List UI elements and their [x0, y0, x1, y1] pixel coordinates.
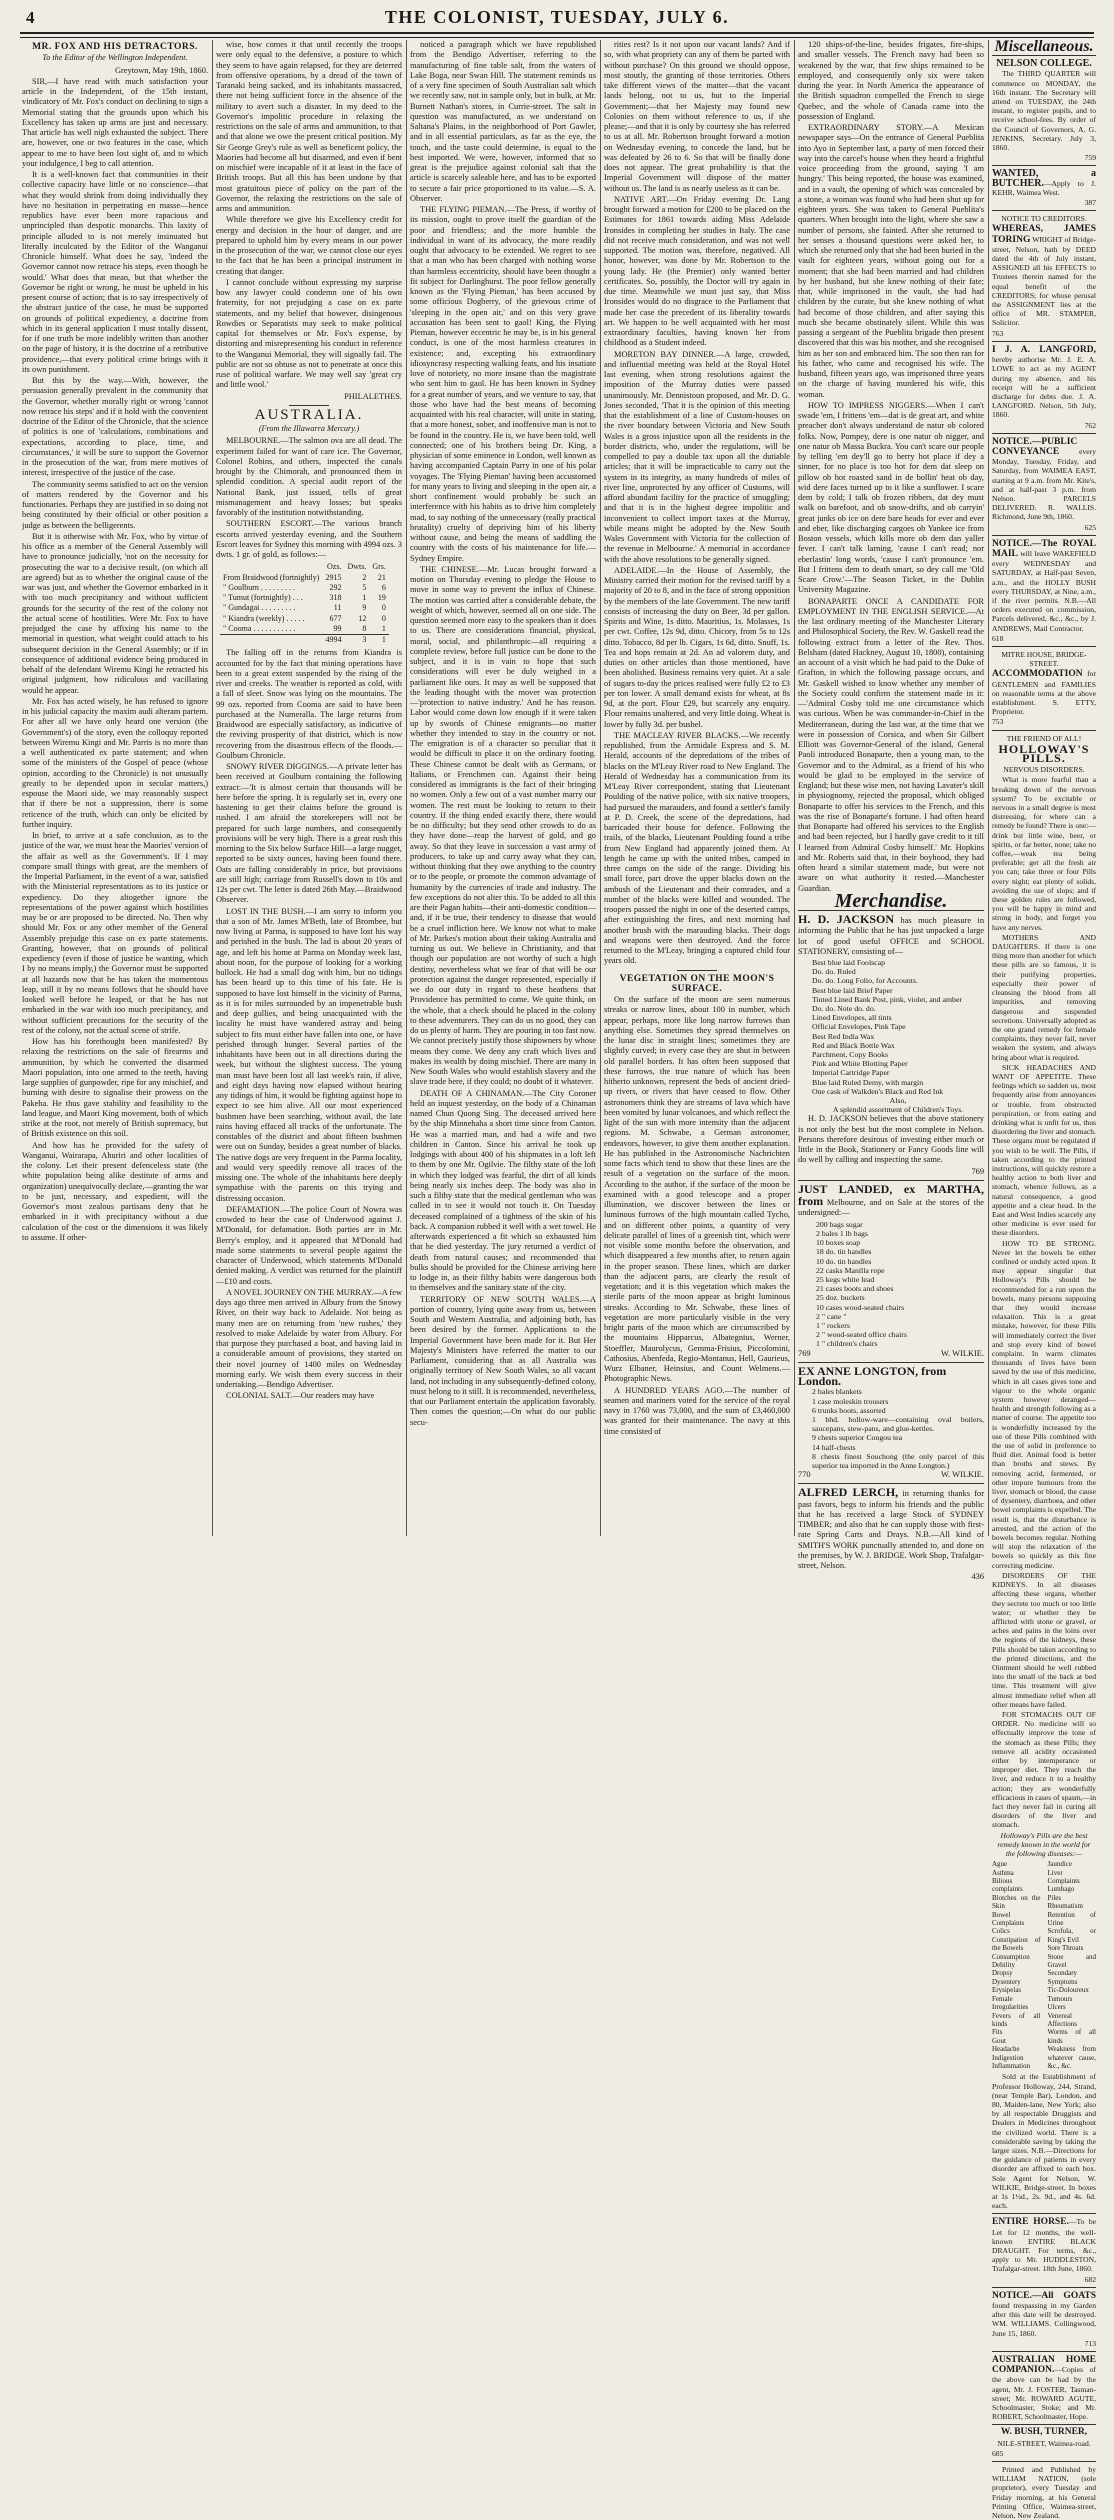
table-cell: 4994 — [325, 635, 342, 644]
list-item: Bilious complaints — [992, 1877, 1023, 1894]
table-row — [220, 603, 389, 613]
list-item: Female Irregularities — [992, 1994, 1029, 2012]
table-cell: 292 — [329, 582, 342, 592]
advertisement-nelson-college — [992, 55, 1096, 162]
list-item: Liver Complaints — [1047, 1868, 1080, 1885]
paragraph: The community seems satisfied to act on the version of matters rendered by the Governor and his functionaries. Perhaps they are justified in so doing not being constituted by their official or other position a judge as between the belligerents. — [22, 479, 208, 530]
paragraph: A NOVEL JOURNEY ON THE MURRAY.—A few days ago three men arrived in Albury from the Snowy River, on their way back to Adelaide. Not being as many men are on returning from 'new rushes,' they resolved to make Adelaide by water from Albury. For that purpose they purchased a boat, and having laid in a considerable amount of provisions, they started on their novel journey of 1400 miles on Wednesday morning early. We wish them every success in their undertaking.—Bendigo Advertiser. — [216, 1287, 402, 1389]
paragraph: FOR STOMACHS OUT OF ORDER. No medicine will so effectually improve the tone of the stomach as these Pills; they remove all acidity occasioned either by intemperance or improper diet. They reach the liver, and reduce it to a healthy action; they are wonderfully efficacious in cases of spasm,—in fact they never fail in curing all disorders of the liver and stomach. — [992, 1709, 1096, 1830]
list-item: 10 do. tin handles — [816, 1256, 872, 1266]
ad-headline: EX ANNE LONGTON, from London. — [798, 1363, 947, 1389]
advertisement-entire-horse — [992, 2213, 1096, 2283]
paragraph: EXTRAORDINARY STORY.—A Mexican newspaper says—On the entrance of General Pueblita into Ayo in September last, a party of men forced their way into the carcel's house when they heard a frightful voice proceeding from the ground, saying 'I am hungry.' This being reported, the house was examined, and in a vault, the opening of which was concealed by a stone, a woman was found who had been shut up for eighteen years. She was taken to General Pueblita's quarters. When brought into the light, where she saw a number of persons, she fainted. After she returned to her senses a thousand questions were asked her, to which she returned only that she had been buried in the vault for eighteen years, without going out for a moment; that she had been married and had children by her husband, but she knew nothing of their fate; that, while imprisoned in the vault, she had had children by the curate, but she knew nothing of what had become of those children, and after saying this much she became obstinately silent. While this was passing a sergeant of the Pueblita brigade then present discovered that this was his mother, and she recognised him as her son and embraced him. The son then ran for his father, who came and recognised his wife. The husband, fifteen years ago, was imprisoned three years on the charge of having murdered his wife, this woman. — [798, 123, 984, 399]
paragraph: Mr. Fox has acted wisely, he has refused to ignore in his judicial capacity the maxim audi alteram partem. For after all we have only heard one version (the Government's) of the story, even the colloquy reported between Wiremu Kingi and Mr. Parris is no more than a well authenticated ex parte statement; and when some of the ministers of the Gospel of peace (whose opinion, according to the Chronicle) is not unusually greatly to be depended upon in secular matters,) espouse the Maori side, we may reasonably suspect that if there be not a suppression, there is some reticence of the truth, which can only be elicited by further inquiry. — [22, 696, 208, 829]
table-cell: " Goulburn . . . . . . . . . — [223, 582, 295, 592]
paragraph: SICK HEADACHES AND WANT OF APPETITE. These feelings which so sadden us, most frequently arise from annoyances or trouble, from obstructed perspiration, or from eating and drinking what is unfit for us, thus disordering the liver and stomach. These organs must be regulated if you wish to be well. The Pills, if taken according to the printed instructions, will quickly restore a healthy action to both liver and stomach, whence follows, as a natural consequence, a good appetite and a clear head. In the East and West Indies scarcely any other medicine is ever used for these disorders. — [992, 1062, 1096, 1238]
list-item: Do. do. Note do. do. — [812, 1004, 876, 1014]
list-item: 18 do. tin handles — [816, 1247, 872, 1257]
table-cell: 21 — [377, 572, 386, 582]
table-cell: 0 — [381, 613, 386, 623]
ad-text: will leave WAKEFIELD every WEDNESDAY and SATURDAY, at Half-past Seven, a.m., and the HOLLY BUSH every THURSDAY, at Nine, a.m., if the river permits. N.B.—All orders executed on commission, Parcels delivered, &c., &c., by J. ANDREWS, Mail Contractor. — [992, 548, 1096, 633]
list-item: Debility — [992, 1961, 1015, 1970]
imprint-text: Printed and Published by WILLIAM NATION, (sole proprietor), every Tuesday and Friday morning, at his General Printing Office, Waimea-street, Nelson, New Zealand. — [992, 2465, 1096, 2520]
ad-headline: JUST LANDED, ex MARTHA, from — [798, 1181, 984, 1209]
article-heading: MR. FOX AND HIS DETRACTORS. — [32, 42, 198, 52]
newspaper-title: THE COLONIST, TUESDAY, JULY 6. — [384, 7, 730, 27]
paragraph: But it is otherwise with Mr. Fox, who by virtue of his office as a member of the General Assembly will have to pronounce judicially, 'not on the necessity for prosecuting the war to a decisive result, (on which all are agreed) but as to whether the original cause of the war was just, and whether the Governor embarked in it with too much precipitancy and without sufficient grounds for the security of the rest of the colony not the actual scene of hostilities. Were Mr. Fox to have prejudged the case by affixing his name to the memorial in question, what weight could attach to his subsequent decision in the General Assembly; or if in consequence of additional evidence being produced in behalf of the defendant Wiremu Kingi he retracted his original judgment, how ridiculous and vacillating would he appear. — [22, 531, 208, 695]
list-item: Tic-Doloureux — [1047, 1986, 1089, 1995]
ad-number: 762 — [1084, 420, 1096, 430]
list-item: Sore Throats — [1047, 1944, 1084, 1953]
article-heading: VEGETATION ON THE MOON'S SURFACE. — [619, 973, 775, 994]
ad-headline: I J. A. LANGFORD, — [992, 344, 1096, 355]
table-cell: 99 — [333, 623, 342, 633]
column-divider — [794, 40, 795, 1536]
list-item: Secondary Symptoms — [1047, 1969, 1078, 1986]
ad-number: 770 — [798, 1470, 811, 1480]
list-item: Fits — [992, 2028, 1003, 2037]
paragraph: How has his forethought been manifested? By relaxing the restrictions on the sale of firearms and ammunition, by which he converted the disarmed Maori population, into one armed to the teeth, having large supplies of gunpowder, ripe for any mischief, and burning with desire to signalise their prowess on the Pakeha. He thus gave stability and feasibility to the land league, and Maori King movement, both of which strike at the root, not merely of British supremacy, but of British existence on this soil. — [22, 1037, 208, 1139]
ad-headline: WHEREAS, JAMES TORING — [992, 224, 1096, 245]
list-item: 8 chests finest Souchong (the only parcel of this superior tea imported in the Anne Longton.) — [812, 1451, 984, 1470]
list-item: Indigestion — [992, 2053, 1024, 2062]
list-item: Venereal Affections — [1047, 2011, 1077, 2028]
section-source: (From the Illawarra Mercury.) — [258, 424, 360, 433]
table-header-row — [220, 562, 389, 572]
paragraph: DISORDERS OF THE KIDNEYS. In all diseases affecting these organs, whether they secrete too much or too little water; or whether they be afflicted with stone or gravel, or aches and pains in the loins over the regions of the kidneys, these Pills should be taken according to the printed directions, and the Ointment should be well rubbed into the small of the back at bed time. This treatment will give almost immediate relief when all other means have failed. — [992, 1570, 1096, 1709]
list-item: Rheumatism — [1047, 1902, 1083, 1911]
list-item: 1 " children's chairs — [816, 1339, 878, 1349]
list-item: Bowel Complaints — [992, 1910, 1025, 1928]
list-item: Scrofula, or King's Evil — [1047, 1927, 1096, 1944]
list-item: Best blue laid Foolscap — [812, 958, 885, 967]
list-item: Official Envelopes, Pink Tape — [812, 1022, 906, 1032]
ad-number: 618 — [992, 633, 1004, 643]
advertisement-creditors — [992, 210, 1096, 338]
list-item: Also, — [889, 1096, 907, 1106]
list-item: Gout — [992, 2036, 1006, 2045]
column-4 — [604, 40, 790, 1536]
paragraph: In brief, to arrive at a safe conclusion, as to the justice of the war, we must hear the Maories' version of the affair as well as the Government's. If I may compare small things with great, are the members of the Imperial Parliament, in the event of a war, satisfied with the Ministerial representations as to its justice or expediency. Do they altogether ignore the representations of the power against which hostilities may be or are proposed to be directed. No. Then why should Mr. Fox or any other member of the General Assembly prejudge this case on ex parte statements. Granting, however, that on grounds of political expediency (even if those of justice be wanting, which I by no means imply,) the Governor must be supported at all hazards now that he has taken the momentous leap, still it by no means follows that he should have looked well before he leaped, or that he has not embarked in the war with too much precipitancy, and without sufficient precautions for the security of the rest of the colony, not the actual scene of strife. — [22, 831, 208, 1035]
list-item: Asthma — [992, 1868, 1014, 1877]
advertisement-langford — [992, 341, 1096, 430]
column-divider — [600, 40, 601, 1536]
column-divider — [988, 40, 989, 1536]
paragraph: noticed a paragraph which we have republished from the Bendigo Advertiser, referring to the manufacturing of fine table salt, from the waters of Lake Boga, near Swan Hill. The statement reminds us of a very fine specimen of South Australian salt which we recently saw, not in sample only, but in bulk, at Mr. Burnett Nathan's stores, in Currie-street. The salt in question was manufactured, as we understand on Saltana's Plains, in the neighborhood of Port Gawler, and in all essential particulars, as far as the eye, the touch, and the taste could determine, is equal to the best imported. We were, however, informed that so great is the prejudice against colonial salt that the article is scarcely saleable here, and has to be exported to secure a fair price proportioned to its value.—S. A. Observer. — [410, 40, 596, 203]
paragraph: HOW TO IMPRESS NIGGERS.—When I can't swade 'em, I frittens 'em—dat is de great art, and white preacher don't always understand de natur ob colored folks. Now, Pompey, dere is one natur ob nigger, and one natur ob Massa Buckra. You can't scare our people by telling 'em dey'll go to berry hot place if dey a sinner, for no place is too hot for dem dat sleep on pillow ob hot roasted sand in de bollin' heat ob day, wid dere faces turned up to it like a sunflower. I scare dem by cold; I talk ob frozen ribbers, dat dey must walk on barefoot, and ob snow-drifts, and ob carryin' great junks ob ice on dere bare heads for ever and ever and eber, like discharging cargoes ob Yankee ice from Boston vessels, which kills more ob dem dan yaller fever. I can't talk larning, 'cause I can't read; nor eberlastin' long words, 'cause I can't pronounce 'em. But I frittens dem to death smart, so dey call me 'Old Scare Crow.'—The Season Ticket, in the Dublin University Magazine. — [798, 400, 984, 595]
list-item: Headache — [992, 2045, 1020, 2054]
list-item: Do. do. Ruled — [812, 967, 856, 977]
column-6 — [992, 38, 1096, 2520]
paragraph: SNOWY RIVER DIGGINGS.—A private letter has been received at Goulburn containing the following extract:—'It is almost certain that thousands will be here before the spring. It is regularly set in, every one hastening to get their claims before the ground is rushed. I am afraid the storekeepers will not be prepared for such large numbers, and consequently provisions will be very high. There is a great rush this morning to the Six below Surface Hill—a large nugget, reported to be sixty ounces, having been found there. Oats are falling considerably in price, but provisions are still high; carriage from Russell's down to 10s and 12s per cwt. The letter is dated 26th May.—Braidwood Observer. — [216, 762, 402, 905]
ad-number: 625 — [1084, 522, 1096, 532]
advertisement-lerch — [798, 1483, 984, 1582]
ad-item-list — [798, 1387, 984, 1470]
ad-footer — [798, 1470, 984, 1480]
table-total-row — [220, 635, 389, 646]
list-item: 25 kegs white lead — [816, 1274, 875, 1284]
list-item: 25 doz. buckets — [816, 1293, 865, 1303]
list-item: Piles — [1047, 1893, 1062, 1902]
ad-number: 753 — [992, 717, 1004, 727]
ad-number: 685 — [992, 2448, 1004, 2458]
column-3 — [410, 40, 596, 1536]
table-cell: From Braidwood (fortnightly) — [223, 572, 320, 582]
table-cell: " Kiandra (weekly) . . . . . — [223, 613, 305, 623]
table-cell: " Tumut (fortnightly) . . . — [223, 593, 303, 602]
ad-signature: W. WILKIE. — [940, 1470, 984, 1480]
ad-text: for GENTLEMEN and FAMILIES on reasonable terms at the above establishment. S. ETTY, Proprietor. — [992, 669, 1096, 717]
table-header: Grs. — [372, 562, 386, 572]
list-item: Inflammation — [992, 2061, 1031, 2070]
paragraph: SIR,—I have read with much satisfaction your article in the Independent, of the 15th instant, vindicatory of Mr. Fox's conduct on declining to sign a Memorial stating that the grounds upon which his Excellency has taken up arms are just and necessary. That article has well nigh exhausted the subject. There are, however, one or two features in the case, which appear to me to have been lost sight of, and to which your indulgence, I beg to call attention. — [22, 76, 208, 168]
section-heading-australia: AUSTRALIA. — [254, 406, 364, 423]
paragraph: The falling off in the returns from Kiandra is accounted for by the fact that mining operations have been to a great extent suspended by the rising of the river and creeks. The weather is reported as cold, with a fall of sleet. Snow was lying on the mountains. The 99 ozs. reported from Cooma are said to have been purchased at the Numeralla. The large returns from Braidwood are especially satisfactory, as indicative of the reviving prosperity of that district, which is now recovering from the disastrous effects of the floods.—Goulburn Chronicle. — [216, 648, 402, 760]
paragraph: BONAPARTE ONCE A CANDIDATE FOR EMPLOYMENT IN THE ENGLISH SERVICE.—At the last ordinary meeting of the Manchester Literary and Philosophical Society, the Rev. W. Gaskell read the following extract from a letter of the Rev. Thos. Belsham (dated Hackney, August 10, 1800), containing an account of a visit which he had paid to the Duke of Grafton, in which the following passage occurs, and Mr. Gaskell wished to know whether any member of the Society could confirm the statement made in it:—'Admiral Cosby told me one circumstance which was curious. When he was commander-in-Chief in the Mediterranean, during the last war, at the time that we were in possession of Corsica, and when Sir Gilbert Elliott was Governor-General of the island, General Paoli introduced Bonaparte, then a young man, to the Governor and to the Admiral, as a friend of his who would be glad to be employed in the service of England; but these wise men, not having Lavater's skill in physiognomy, rejected the proposal, which obliged Bonaparte to offer his services to the French, and this was the rise of Bonaparte's fortune. I had often heard that Bonaparte had offered his services to the English and had been rejected, but I hardly gave credit to it till I learned from Admiral Cosby himself.' Mr. Hopkins and Mr. Roberts said that, in their boyhood, they had often heard a similar statement made, but were not aware on what authority it rested.—Manchester Guardian. — [798, 596, 984, 893]
advertisement-martha — [798, 1180, 984, 1359]
paragraph: HOW TO BE STRONG. Never let the bowels be either confined or unduly acted upon. It may appear singular that Holloway's Pills should be recommended for a run upon the bowels, many persons supposing that they would increase relaxation. This is a great mistake, however, for these Pills will immediately correct the liver and stop every kind of bowel complaint. In warm climates thousands of lives have been saved by the use of this medicine, which in all cases gives tone and vigour to the whole organic system however deranged—health and strength following as a matter of course. The appetite too is wonderfully increased by the use of these Pills combined with the use of solid in preference to fluid diet. Animal food is better than broths and stews. By removing acrid, fermented, or other impure humours from the liver, stomach or blood, the cause of dysentery, diarrhoea, and other bowel complaints is expelled. The result is, that the disturbance is arrested, and the action of the bowels becomes regular. Nothing will stop the relaxation of the bowels so quickly as this fine correcting medicine. — [992, 1238, 1096, 1570]
paragraph: THE MACLEAY RIVER BLACKS.—We recently republished, from the Armidale Express and S. M. Herald, accounts of the depredations of the tribes of blacks on the M'Leay River road to New England. The Herald of Wednesday has a communication from its M'Leay River correspondent, stating that Lieutenant Poulding of the native police, with six native troopers, had pursued the marauders, and found a settler's family at P. D. Creek, the scene of the depredations, had barricaded their house for defence. Following the trails, of the blacks, Lieutenant Poulding found a tribe from New England had apparently joined them. At length he came up with the united tribes, camped in three camps on the side of the range. Dividing his small force, part drove the upper blacks down on the ambush of the Lieutenant and their comrades, and a number of the blacks were killed and wounded. The troopers passed the night in one of the deserted camps, after extinguishing the fires, and next morning had another brush with the marauding blacks. Their dogs and weapons were then destroyed. And the force returned to the M'Leay, bringing a captured child four years old. — [604, 730, 790, 966]
table-cell: 1 — [381, 623, 386, 633]
list-item: Tumours — [1047, 1994, 1073, 2003]
list-item: 200 bags sugar — [816, 1219, 863, 1229]
page-number: 4 — [26, 8, 35, 27]
paragraph: LOST IN THE BUSH.—I am sorry to inform you that a son of Mr. James M'Beth, late of Brombee, but now living at Parma, is supposed to have lost his way and perished in the bush. The lad is about 20 years of age, and left his home at Parma on Monday week last, about noon, for the purpose of looking for a working bullock. He had a small dog with him, but no tidings has been heard up to this time of his fate. He is supposed to have lost himself in the vicinity of Parma, as it is for miles surrounded by an impenetrable bush and deep gullies, and being unacquainted with the locality he must have wandered astray and being subject to fits must either have fallen into one, or have perished through hunger. Several parties of the inhabitants have been out in all directions during the week, but without the slightest success. The young man must have been lost all last week's rain, if alive, and eight days having now elapsed without hearing any tidings of him, it would be fighting against hope to expect to see him alive. All our most experienced bushmen have been searching, without avail, the late rains having effaced all tracks of the unfortunate. The constables of the district and about fifteen bushmen were out on Sunday, besides a great number of blacks. The native dogs are very frequent in the Parma locality, and would very speedily remove all traces of the missing one. The whole of the inhabitants here deeply sympathise with the parents on this trying and distressing occasion. — [216, 906, 402, 1203]
article-subheading: To the Editor of the Wellington Independent. — [42, 53, 188, 63]
table-cell: " Cooma . . . . . . . . . . . — [223, 623, 296, 633]
list-item: Pink and White Blotting Paper — [812, 1059, 908, 1069]
list-item: 9 chests superior Congou tea — [812, 1433, 903, 1443]
list-item: Parchment, Copy Books — [812, 1050, 889, 1060]
ad-text: Melbourne, and on Sale at the stores of the undersigned:— — [798, 1198, 985, 1218]
table-cell: 5 — [362, 582, 367, 592]
table-cell: 6 — [381, 582, 386, 592]
ad-headline: NELSON COLLEGE. — [996, 58, 1092, 70]
list-item: Do. do. Long Folio, for Accounts. — [812, 976, 918, 986]
ad-heading: NOTICE TO CREDITORS. — [1001, 214, 1087, 224]
list-item: 21 cases boots and shoes — [816, 1284, 894, 1294]
table-row — [220, 583, 389, 593]
advertisement-royal-mail — [992, 535, 1096, 643]
list-item: 10 cases wood-seated chairs — [816, 1302, 905, 1312]
ad-number: 436 — [971, 1572, 984, 1582]
ad-text: —Apply to J. KEHR, Waimea West. — [992, 178, 1096, 197]
list-item: Jaundice — [1047, 1860, 1072, 1869]
advertisement-mitre-house — [992, 646, 1096, 727]
list-item: Lined Envelopes, all tints — [812, 1013, 892, 1023]
ad-text: in returning thanks for past favors, begs to inform his friends and the public that he has received a large Stock of SYDNEY TIMBER; and also that he can supply those with first-rate Spring Carts and Drays. N.B.—All kind of SMITH'S WORK punctually attended to, and done on the premises, by W. J. BRIDGE. Work Shop, Trafalgar-street, Nelson. — [798, 1489, 984, 1571]
gold-returns-table — [220, 562, 389, 645]
list-item: Tinted Lined Bank Post, pink, violet, and amber — [812, 994, 963, 1004]
signature: PHILALETHES. — [344, 391, 402, 401]
paragraph: But this by the way.—With, however, the persuasion generally prevalent in the community that the Governor, whether morally right or wrong 'cannot now retrace his steps' and if it hold with the convenient doctrine of the Editor of the Chronicle, that the science of politics is one of 'calculations, combinations and expectations, according to place, time, and circumstances,' it will be sure to support the Governor in the prosecution of the war, from mere motives of interest, irrespective of the justice of the case. — [22, 376, 208, 478]
column-1 — [22, 40, 208, 1536]
list-item: One cask of Walkden's Black and Red Ink — [812, 1086, 944, 1096]
ad-text: The THIRD QUARTER will commence on MONDAY, the 16th instant. The Secretary will attend on TUESDAY, the 24th instant, to register pupils, and to receive school-fees. By order of the Council of Governors, A. G. JENKINS, Secretary. July 3, 1860. — [992, 69, 1096, 153]
ad-heading: MITRE HOUSE, BRIDGE-STREET. — [1001, 649, 1087, 669]
paragraph: I cannot conclude without expressing my surprise how any lawyer could condemn one of his own fraternity, for not prejudging a case on ex parte statements, and my belief that however, disingenous Rowdies or Separatists may seek to make political capital for themselves or Mr. Fox's expense, by distorting and misrepresenting his conduct in reference to the Wanganui Memorial, they will signally fail. The public are not so obtuse as not to penetrate at once this ruse of political warfare. We may well say 'great cry and little wool.' — [216, 277, 402, 390]
list-item: Best blue laid Brief Paper — [812, 985, 893, 995]
list-item: Dropsy — [992, 1969, 1013, 1978]
table-header: Ozs. — [326, 562, 342, 572]
table-cell: 1 — [381, 635, 386, 644]
ad-text: H. D. JACKSON believes that the above stationery is not only the best but the most complete in Nelson. Persons therefore desirous of investing either much or little in the Book, Stationery or Fancy Goods line will do well by calling and inspecting the same. — [798, 1114, 984, 1165]
advertisement-jackson — [798, 910, 984, 1177]
table-row — [220, 573, 389, 583]
column-divider — [212, 40, 213, 1536]
ad-number: 763 — [992, 328, 1004, 338]
list-item: Erysipelas — [992, 1986, 1022, 1995]
paragraph: THE CHINESE.—Mr. Lucas brought forward a motion on Thursday evening to pledge the House to move in some way to prevent the influx of Chinese. The motion was carried after a considerable debate, the weight of which, however, seemed all on one side. The question seemed more easy to the speakers than it does to us. There are considerations financial, physical, moral, social, and philanthropic—all requiring a complete review, before full justice can be done to the subject, and it is in vain to hope that such considerations will ever be duly weighed in a parliament like ours. It may as well be supposed that the leading thought with the mover was protection—'protection to native industry.' And he has reason. Labor would come down low enough if it were taken up by swords of Chinese emigrants—no matter whether they intended to stay in the country or not. The emigration is of a character so peculiar that it would be difficult to place it on the ordinary footing. These Chinese cannot be dealt with as Germans, or Italians, or Frenchmen can. Against their being considered as immigrants is the fact of their bringing no women. Only a few out of a vast number marry our women. The rest must be looking to return to their country. If the thing ended exactly there, there would be no difficulty; but they send other crowds to do as they have done—reap the harvest of gold, and go away. So that they leave in succession a vast army of producers, to take up and carry away what they can, without thinking that they owe anything to the country or to the people, or promote the common advantage of humanity by the currencies of trade and industry. The few exceptions do not alter this. To be added to all this are their Pagan habits—their anti-domestic condition—and, if it be true, their tendency to disease that would be a cruel infliction here. We know not what to make of Mr. Parkes's motion about their taking Australia and turning us out. We believe in Christianity, and that though our population are not worthy of such a high destiny, nevertheless what we fear of that will be our protection against the danger represented, especially if we do our duty in regard to these heathens that Providence has permitted to come. We quite think, on the whole, that a check should be placed in the colony to these adventurers. They can do us no good, they can do us plenty of harm. They are pouring in too fast now. We cannot precisely justify those shipowners by whose means they come. We deny any craft which lives and makes its wealth by doing mischief. There are many in New South Wales who would establish slavery and the slave trade here, if they could; no doubt of it whatever. — [410, 564, 596, 1087]
ad-number: 387 — [1084, 198, 1096, 208]
advertisement-conveyance — [992, 433, 1096, 532]
ad-text: —To be Let for 12 months, the well-known ENTIRE BLACK DRAUGHT. For terms, &c., apply to Mr. HUDDLESTON, Trafalgar-street. 18th June, 1860. — [992, 2217, 1096, 2274]
ad-text: found trespassing in my Garden after this date will be destroyed. WM. WILLIAMS. Collingwood, June 15, 1860. — [992, 2301, 1096, 2338]
list-item: Worms of all kinds — [1047, 2028, 1096, 2045]
list-item: Blotches on the Skin — [992, 1893, 1041, 1911]
advertisement-goats — [992, 2287, 1096, 2348]
disease-list — [992, 1860, 1096, 2070]
column-2 — [216, 40, 402, 1536]
table-cell: " Gundagai . . . . . . . . . — [223, 603, 296, 613]
advertisement-butcher — [992, 165, 1096, 207]
table-cell: 318 — [329, 593, 342, 602]
list-item: 1 " rockers — [816, 1320, 850, 1330]
column-divider — [406, 40, 407, 1536]
ad-headline: W. BUSH, TURNER, — [1000, 2427, 1088, 2438]
list-item: A splendid assortment of Children's Toys. — [832, 1105, 964, 1115]
ad-text: hereby authorise Mr. J. E. A. LOWE to act as my AGENT during my absence, and his receipt will be a sufficient discharge for debts due. J. A. LANGFORD. Nelson, 5th July, 1860. — [992, 355, 1096, 420]
list-item: Red and Black Bottle Wax — [812, 1040, 895, 1050]
masthead — [20, 6, 1094, 34]
ad-text: —Copies of the above can be had by the agent, Mr. J. FOSTER, Tasman-street; Mr. ROWARD AGUTE, Schoolmaster, Stoke; and Mr. ROBERT, Schoolmaster, Hope. — [992, 2365, 1096, 2422]
section-heading-miscellaneous: Miscellaneous. — [994, 38, 1094, 55]
ad-footer — [798, 1349, 984, 1359]
list-item: Constipation of the Bowels — [992, 1935, 1041, 1953]
paragraph: SOUTHERN ESCORT.—The various branch escorts arrived yesterday evening, and the Southern Escort leaves for Sydney this morning with 4994 ozs. 3 dwts. 1 gr. of gold, as follows:— — [216, 519, 402, 559]
table-cell: 19 — [377, 593, 386, 602]
paragraph: 120 ships-of-the-line, besides frigates, fire-ships, and smaller vessels. The French navy had been so weakened by the war, that few ships remained to be employed, and consequently only six were taken during the year. In North America the appearance of the British squadron compelled the French to siege Quebec, and the whole of Canada came into the possession of England. — [798, 40, 984, 121]
advertisement-bush-turner — [992, 2424, 1096, 2458]
paragraph: MORETON BAY DINNER.—A large, crowded, and influential meeting was held at the Royal Hotel last evening, when strong resolutions against the imposition of the Murray duties were passed unanimously. Mr. Dennistoun proposed, and Mr. D. G. Jones seconded, 'That it is the opinion of this meeting that the establishment of a line of Custom-houses on the river boundary between Victoria and New South Wales is a gross injustice upon all the residents in the border districts, who, under the regulations, will be compelled to pay a double tax upon all the dutiable articles; that it will be impracticable to carry out the system in its integrity, as many hundreds of miles of river line, unprotected by any officer of Customs, will afford abundant facility for the practice of smuggling; and that it is in the highest degree impolitic and inconvenient to collect import taxes at the Murray, while means might be adopted by the New South Wales Government with Victoria for the collection of the revenue in Melbourne.' A memorial in accordance with the above resolutions to be generally signed. — [604, 349, 790, 564]
list-item: Best Red India Wax — [812, 1031, 875, 1041]
ad-headline: WANTED, a BUTCHER. — [992, 168, 1096, 189]
ad-text: has much pleasure in informing the Public that he has just unpacked a large lot of good useful OFFICE and SCHOOL STATIONERY, consisting of— — [798, 916, 985, 956]
list-item: Fevers of all kinds — [992, 2011, 1041, 2028]
ad-number: 682 — [1084, 2274, 1096, 2284]
ad-number: 713 — [1084, 2338, 1096, 2348]
list-intro: Holloway's Pills are the best remedy known in the world for the following diseases:— — [997, 1830, 1091, 1858]
list-item: 2 " cane " — [816, 1311, 847, 1321]
paragraph: On the surface of the moon are seen numerous streaks or narrow lines, about 100 in number, which appear, perhaps, more like long narrow furrows than anything else. Sometimes they spread themselves on the lunar disc in straight lines; sometimes they are slightly curved; in every case they are shut in between old parallel borders. It has often been supposed that these furrows, the true nature of which has been hitherto unknown, represent the beds of ancient dried-up rivers, or rivers that have ceased to flow. Other astronomers think they are streams of lava which have been vomited by lunar volcanoes, and which reflect the light of the sun with more intensity than the adjacent regions. M. Schwabe, a German astronomer, endeavors, however, to give them another explanation. He has published in the Astronomische Nachrichten some facts which tend to show that these lines are the result of a vegetation on the surface of the moon. According to the author, if the surface of the moon be examined with a good telescope and a proper illumination, we discover between the lines or luminous furrows of the high mountain called Tycho, and on different other points, a quantity of very delicate parallel of lines of a greenish tint, which were not visible some months before the observation, and which disappeared a few months after, to return again in the proper season. These lines, which are darker than the adjacent parts, are clearly the result of vegetation; and it is this vegetation which makes the sterile parts of the moon appear as bright luminous streaks. According to Mr. Schwabe, these lines of vegetation are more particularly visible in the very bright parts of the moon which are circumscribed by the mountains Hipparcus, Albategnius, Werner, Stoeffler, Maurolycus, Gemma-Frisius, Piccolomini, Cathosius, Abenfeda, Regio-Montanus, Hell, Gaurieus, Wurz Elbaner, Heinsius, and Count Welmens.—Photographic News. — [604, 995, 790, 1384]
list-item: Imperial Cartridge Paper — [812, 1068, 890, 1078]
paragraph: And how has he provided for the safety of Wanganui, Wairarapa, Ahuriri and other localities of the colony. Let their present defenceless state (the white population being alike destitute of arms and organization) unequivocally declare,—granting the war to be just, necessary, and expedient, will the Governor's most zealous partisans deny that he embarked in it with precipitancy without a due calculation of the cost or the dimensions it was likely to assume. If other- — [22, 1140, 208, 1242]
table-header: Dwts. — [347, 562, 367, 572]
imprint — [992, 2461, 1096, 2520]
list-item: Dysentery — [992, 1977, 1021, 1986]
paragraph: THE FLYING PIEMAN.—The Press, if worthy of its mission, ought to prove itself the guardian of the poor and friendless; and the more humble the individual in want of its advocacy, the more readily ought that advocacy to be extended. We regret to see that a man who has been charged with nothing worse than harmless eccentricity, should have been thought a fit subject for Darlinghurst. The poor fellow generally known as the 'Flying Pieman,' has been accused by some officious Dogberry, of the grievous crime of 'sleeping in the open air,' and on this very grave accusation has been sent to gaol! King, the Flying Pieman, however eccentric he may be, is in his general conduct, is one of the most harmless creatures in existence; and, excepting his extraordinary idiosyncrasy respecting walking feats, and his insatiate love of notoriety, no more insane than the magistrate who sent him to gaol. He has been known in Sydney for a great number of years, and we venture to say, that those who have had the best means of becoming acquainted with his real character, will unite in stating, that a more honest, sober, and inoffensive man is not to be found in the country. He is, we have been told, well connected; one of his brothers being Dr. King, a physician of some eminence in London, well known as having accompanied Captain Parry in one of his polar voyages. The 'Flying Pieman' having been accustomed for many years to living and sleeping in the open air, a short confinement would probably be such an interference with his habits as to drive him completely mad, to say nothing of the unnecessary (really practical brutality) cruelty of depriving him of his liberty without cause, and being the means of saddling the country with the costs of his maintenance for life.—Sydney Empire. — [410, 205, 596, 563]
ad-headline: AUSTRALIAN HOME COMPANION. — [992, 2355, 1096, 2376]
ad-subheading: NERVOUS DISORDERS. — [1003, 765, 1085, 775]
ad-item-list — [798, 1220, 984, 1349]
ad-headline: ENTIRE HORSE. — [992, 2217, 1069, 2228]
paragraph: wise, how comes it that until recently the troops were only equal to the defensive, a posture to which they seem to have again relapsed, for they are deterred from offensive operations, by a dread of the town of Taranaki being sacked, and its inhabitants massacred, there not being sufficient force in the absence of the military to avert such a disaster. In my deed to the Governor's impolitic procedure in relaxing the restrictions on the sale of arms and ammunition, to that and that alone we owe the present critical position. My Sir George Grey's rule as well as beneficent policy, the Maories had become all but disarmed, and even if bent on mischief were incapable of it at least in the face of British troops. But all this has been undone by that most gratuitous piece of policy on the part of the Governor, the relaxing the restrictions on the sale of arms and ammunition. — [216, 40, 402, 213]
paragraph: TERRITORY OF NEW SOUTH WALES.—A portion of country, lying quite away from us, between South and Western Australia, and adjoining both, has been desired by the former. Applications to the Imperial Government have been made for it. But Her Majesty's Ministers have referred the matter to our Parliament, considering that as all Australia was originally territory of New South Wales, so all vacant land, not including in any subsequently-defined colony, must belong to it still. It is recommended, nevertheless, that our Parliament entertain the application favorably. Then comes the question;—On what do our public secu- — [410, 1294, 596, 1427]
table-cell: 2915 — [325, 572, 342, 582]
table-header — [220, 562, 322, 572]
paragraph: ADELAIDE.—In the House of Assembly, the Ministry carried their motion for the revised tariff by a majority of 20 to 8, and in the face of strong opposition by the members of the late Government. The new tariff consists of increasing the duty on Beer, 3d per gallon. Spirits and Wine, 1s ditto. Mauritius, 1s. Molasses, 1s per cwt. Coffee, 12s 9d, ditto. Chicory, from 5s to 12s ditto. Tobacco, 8d per lb. Cigars, 1s 6d, ditto. Snuff, 1s. Tea and hops remain at 2d. An ad valorem duty, and duties on other articles than those mentioned, have been abolished. Business remains very quiet. At a sale of sugars to-day the prices realised were fully £2 to £3 per ton lower. A small demand exists for wheat, at 8s 9d, at the port. Flour £29, but scarcely any enquiry. Flour remains unaltered, and very little doing. Wheat is lower by fully 3d. per bushel. — [604, 565, 790, 729]
list-item: Weakness from whatever cause, &c., &c. — [1047, 2045, 1096, 2070]
list-item: 1 bhd. hollow-ware—containing oval boilers, saucepans, stew-pans, and glue-kettles. — [812, 1414, 984, 1434]
paragraph: COLONIAL SALT.—Our readers may have — [226, 1391, 375, 1401]
table-row — [220, 624, 389, 635]
table-cell: 0 — [381, 603, 386, 613]
list-item: Blue laid Ruled Demy, with margin — [812, 1077, 924, 1087]
ad-number: 769 — [971, 1166, 984, 1176]
list-item: Retention of Urine — [1047, 1910, 1096, 1928]
ad-text: WRIGHT of Bridge-street, Nelson, hath by DEED dated the 4th of July instant, ASSIGNED all his EFFECTS to Trustees therein named for the equal benefit of the CREDITORS; for whose perusal the ASSIGNMENT lies at the office of MR. STAMPER, Solicitor. — [992, 234, 1096, 328]
list-item: Ague — [992, 1860, 1008, 1869]
list-item: 14 half-chests — [812, 1442, 856, 1452]
section-heading-merchandise: Merchandise. — [834, 889, 948, 912]
ad-headline: NOTICE.—The ROYAL MAIL — [992, 538, 1096, 559]
paragraph: MOTHERS AND DAUGHTERS. If there is one thing more than another for which these pills are so famous, it is their purifying properties, especially their power of cleansing the blood from all impurities, and removing dangerous and suspended secretions. Universally adopted as the one grand remedy for female complaints, they never fail, never weaken the system, and always bring about what is required. — [992, 932, 1096, 1062]
rule — [289, 405, 329, 406]
list-item: 2 " wood-seated office chairs — [816, 1330, 907, 1340]
list-item: Colics — [992, 1927, 1010, 1936]
paragraph: A HUNDRED YEARS AGO.—The number of seamen and mariners voted for the service of the royal navy in 1760 was 73,000, and the sum of £3,460,000 was granted for their maintenance. The navy at this time consisted of — [604, 1385, 790, 1436]
paragraph: DEFAMATION.—The police Court of Nowra was crowded to hear the case of Underwood against J. M'Donald, for defamation. Both parties are in Mr. Berry's employ, and it appeared that M'Donald had made some statements to several people against the character of Underwood, which statements M'Donald denied making. A verdict was returned for the plaintiff—£10 and costs. — [216, 1204, 402, 1286]
paragraph: DEATH OF A CHINAMAN.—The City Coroner held an inquest yesterday, on the body of a Chinaman named Chun Quong Sing. The deceased arrived here by the ship Minnehaha a short time since from Canton. He was a married man, and had a wife and two children in Canton. Since his arrival he took up lodgings with about 400 of his shipmates in a loft left to them by one Mr. Ogilvie. The filthy state of the loft in which they lodged was fearful, the dirt of all kinds being nearly six inches deep. The body was also in such a filthy state that the medical gentleman who was called in to see it would not touch it. On Tuesday deceased complained of a tightness of the skin of his back. A companion rubbed it well with a wet towel. He afterwards experienced a fit which so exhausted him that he died yesterday. The jury returned a verdict of death from natural causes; and recommended that bulks should be provided for the Chinese arriving here to lodge in, as their filthy habits were dangerous both to themselves and the sanitary state of the city. — [410, 1088, 596, 1293]
table-cell: 9 — [362, 603, 367, 613]
table-cell: 3 — [362, 635, 367, 644]
list-item: Consumption — [992, 1952, 1030, 1961]
ad-headline: HOLLOWAY'S PILLS. — [998, 741, 1090, 766]
table-cell: 12 — [358, 613, 367, 623]
ad-number: 769 — [798, 1348, 811, 1358]
table-row — [220, 593, 389, 603]
ad-signature: W. WILKIE. — [940, 1348, 984, 1358]
ad-headline: ACCOMMODATION — [992, 669, 1083, 680]
ad-kicker: THE FRIEND OF ALL! — [1006, 733, 1082, 743]
advertisement-anne-longton — [798, 1362, 984, 1481]
ad-text: NILE-STREET, Waimea-road. — [997, 2438, 1091, 2448]
paragraph: While therefore we give his Excellency credit for energy and decision in the hour of danger, and are prepared to uphold him by every means in our power in the prosecution of the war, we cannot close our eyes to the fact that he has been a principal instrument in creating that danger. — [216, 215, 402, 276]
table-cell: 1 — [362, 593, 367, 602]
ad-headline: NOTICE.—PUBLIC CONVEYANCE — [992, 436, 1078, 457]
paragraph: rities rest? Is it not upon our vacant lands? And if so, with what propriety can any of them be parted with without purchase? On this ground we should oppose, most stoutly, the granting of those territories. Others take different views of the matter—that the vacant lands belong, not to us, but to the Imperial Government;—that her Majesty may found new Colonies on them without reference to us, if she please;—and that it is only by courtesy she has referred to us at all. Mr. Robertson brought forward a motion on Wednesday evening, to concede the land, but he was defeated by 26 to 6. So that will be finally done does not appear. The great probability is that the Imperial Government will dispose of the matter without us. The land is as nearly useless as it can be. — [604, 40, 790, 193]
table-cell: 8 — [362, 623, 367, 633]
paragraph: MELBOURNE.—The salmon ova are all dead. The experiment failed for want of care ice. The Governor, Colonel Robins, and others, inspected the canals brought by the Chimorah, and pronounced them in splendid condition. A special audit report of the National Bank, just issued, tells of great mismanagement and heavy losses; but speaks favorably of the institution notwithstanding. — [216, 436, 402, 517]
masthead-rule — [20, 37, 1094, 38]
list-item: Stone and Gravel — [1047, 1952, 1096, 1970]
list-item: 2 bales blankets — [812, 1387, 862, 1397]
ad-headline: ALFRED LERCH, — [798, 1485, 899, 1500]
advertisement-holloways-pills — [992, 730, 1096, 2211]
advertisement-home-companion — [992, 2351, 1096, 2421]
list-item: 2 bales 1 lb bags — [816, 1228, 868, 1238]
list-item: 10 boxes soap — [816, 1238, 861, 1248]
column-5 — [798, 40, 985, 1582]
rule — [677, 970, 717, 971]
list-item: Ulcers — [1047, 2003, 1066, 2012]
dateline: Greytown, May 19th, 1860. — [114, 65, 208, 75]
list-item: Lumbago — [1047, 1885, 1075, 1894]
table-cell: 677 — [329, 613, 342, 623]
list-item: 22 casks Manilla rope — [816, 1265, 885, 1275]
paragraph: It is a well-known fact that communities in their collective capacity have little or no conscience—that what they would shrink from doing individually they have no hesitation in perpetrating en masse—hence republics have ever been more rapacious and unprincipled than despotic monarchs. This laxity of principle alluded to is not merely insinuated but literally inculcated by the Editor of the Wanganui Chronicle himself. What does he say, 'indeed the Governor cannot now retrace his steps, even though he would.' What does that mean, but that whether the Governor be right or wrong, he must be upheld in his present course of action; that is to say irrespectively of the abstract justice of the case, he must be supported on grounds of political expediency, a doctrine from which in its general application I must totally dissent, for if one truth be more indelibly written than another on the page of history, it is the doctrine of a retributive providence,—that every political crime brings with it its own punishment. — [22, 170, 208, 374]
table-row — [220, 614, 389, 624]
ad-text: every Monday, Tuesday, Friday, and Saturday, from WAIMEA EAST, starting at 9 a.m. from Mr. Kite's, and at half-past 3 p.m. from Nelson. PARCELS DELIVERED. R. WALLIS. Richmond, June 9th, 1860. — [992, 446, 1096, 522]
table-cell: 11 — [333, 603, 342, 613]
ad-headline: H. D. JACKSON — [798, 912, 895, 926]
paragraph: What is more fearful than a breaking down of the nervous system? To be excitable or nervous in a small degree is most distressing, for where can a remedy be found? There is one:—drink but little wine, beer, or spirits, or far better, none; take no coffee,—weak tea being preferable; get all the fresh air you can; take three or four Pills every night; eat plenty of solids, avoiding the use of slops; and if these golden rules are followed, you will be happy in mind and strong in body, and forget you have any nerves. — [992, 775, 1096, 932]
ad-number: 759 — [1084, 153, 1096, 163]
list-item: 1 case moleskin trousers — [812, 1396, 889, 1406]
paragraph: NATIVE ART.—On Friday evening Dr. Lang brought forward a motion for £200 to be placed on the Estimates for 1861 towards aiding Miss Adelaide Ironsides in completing her studies in Italy. The case did not receive much consideration, and was not well supported. The motion was, therefore, negatived. All honor, however, was done by Mr. Robertson to the young lady. He (the Premier) only wanted better certificates. So, possibly, the Doctor will try again in due time. Meanwhile we must just say, that Miss Ironsides would do no disgrace to the Parliament that made her case the precedent of its liberality towards art. We happen to be well acquainted with her most extraordinary faculties, having known her from childhood as a Student indeed. — [604, 194, 790, 348]
ad-item-list — [798, 958, 984, 1114]
ad-headline: NOTICE.—All GOATS — [992, 2290, 1096, 2301]
ad-text: Sold at the Establishment of Professor Holloway, 244, Strand, (near Temple Bar), London, and 80, Maiden-lane, New York; also by all respectable Druggists and Dealers in Medicines throughout the civilized world. There is a considerable saving by taking the larger sizes. N.B.—Directions for the guidance of patients in every disorder are affixed to each box. Sole Agent for Nelson, W. WILKIE, Bridge-street. In boxes at 1s 1½d., 2s. 9d., and 4s. 6d. each. — [992, 2072, 1096, 2211]
list-item: 6 trunks boots, assorted — [812, 1405, 886, 1415]
table-cell: 2 — [362, 572, 367, 582]
table-cell — [220, 635, 322, 646]
